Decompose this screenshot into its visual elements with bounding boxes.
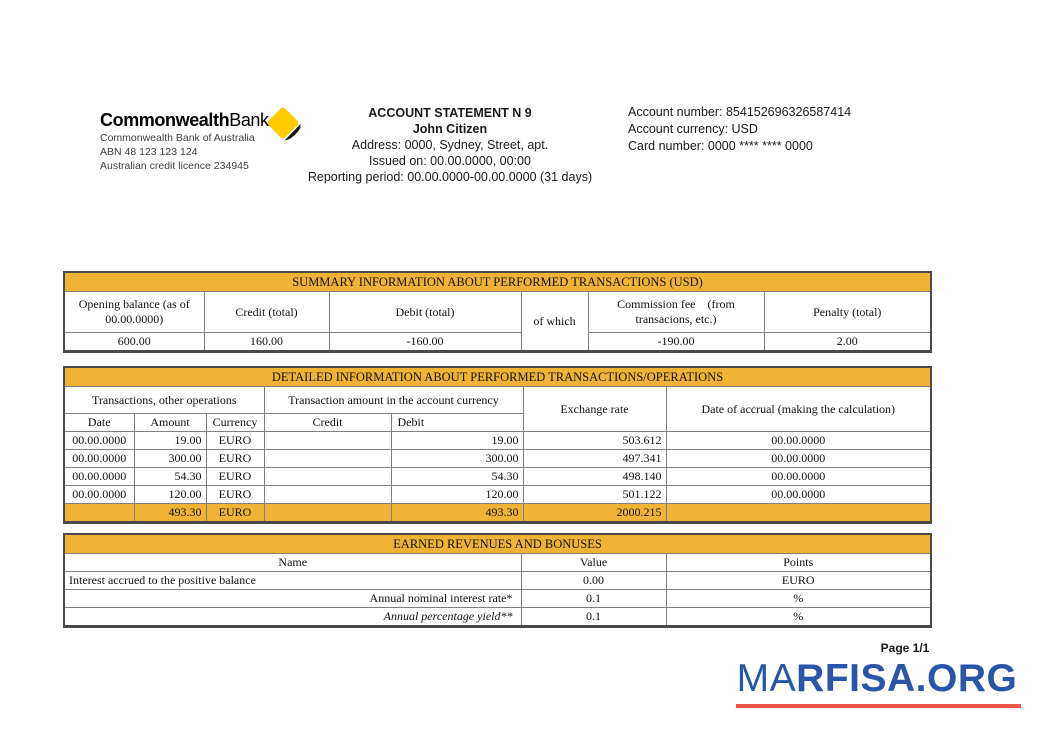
cell-credit — [264, 450, 391, 468]
cell-credit — [264, 486, 391, 504]
statement-header — [280, 105, 620, 185]
cell-currency: EURO — [206, 450, 264, 468]
detailed-col-accrual-date: Date of accrual (making the calculation) — [666, 387, 931, 432]
summary-commission-value: -190.00 — [588, 333, 764, 352]
cell-credit — [264, 432, 391, 450]
cell-date: 00.00.0000 — [64, 432, 134, 450]
account-currency: Account currency: USD — [628, 122, 758, 136]
summary-debit-value: -160.00 — [329, 333, 521, 352]
summary-col-of-which: of which — [521, 292, 588, 352]
cell-accrual-date: 00.00.0000 — [666, 486, 931, 504]
summary-col-commission: Commission fee (from transacions, etc.) — [588, 292, 764, 333]
revenues-table-title: EARNED REVENUES AND BONUSES — [64, 534, 931, 554]
detailed-sub-debit: Debit — [391, 414, 523, 432]
bank-wordmark-regular: Bank — [229, 110, 269, 130]
cell-date: 00.00.0000 — [64, 450, 134, 468]
account-number: Account number: 854152696326587414 — [628, 105, 852, 119]
transaction-row — [64, 450, 931, 468]
detailed-group-amount: Transaction amount in the account currency — [264, 387, 523, 414]
cell-debit: 54.30 — [391, 468, 523, 486]
revenue-points: EURO — [666, 572, 931, 590]
summary-table-title: SUMMARY INFORMATION ABOUT PERFORMED TRANSACTIONS (USD) — [64, 272, 931, 292]
revenue-value: 0.1 — [521, 608, 666, 627]
page-number: Page 1/1 — [880, 641, 930, 655]
revenue-points: % — [666, 608, 931, 627]
marfisa-logo-bold: RFISA.ORG — [796, 657, 1018, 700]
transaction-row — [64, 432, 931, 450]
revenues-table — [63, 533, 932, 628]
cell-currency: EURO — [206, 432, 264, 450]
total-empty-credit — [264, 504, 391, 523]
detailed-table-title: DETAILED INFORMATION ABOUT PERFORMED TRANSACTIONS/OPERATIONS — [64, 367, 931, 387]
cell-exchange-rate: 503.612 — [523, 432, 666, 450]
revenue-value: 0.00 — [521, 572, 666, 590]
total-currency: EURO — [206, 504, 264, 523]
revenue-row — [64, 608, 931, 627]
detailed-group-transactions: Transactions, other operations — [64, 387, 264, 414]
account-info — [628, 104, 851, 155]
total-empty-date — [64, 504, 134, 523]
revenues-col-points: Points — [666, 554, 931, 572]
bank-logo — [100, 111, 269, 172]
summary-penalty-value: 2.00 — [764, 333, 931, 352]
summary-opening-value: 600.00 — [64, 333, 204, 352]
account-holder-name: John Citizen — [412, 122, 488, 136]
bank-wordmark — [100, 111, 269, 130]
summary-col-debit: Debit (total) — [329, 292, 521, 333]
totals-row — [64, 504, 931, 523]
cell-accrual-date: 00.00.0000 — [666, 450, 931, 468]
summary-col-opening: Opening balance (as of 00.00.0000) — [64, 292, 204, 333]
total-empty-accrual — [666, 504, 931, 523]
marfisa-logo — [731, 656, 1023, 702]
bank-subline-1: Commonwealth Bank of Australia — [100, 132, 255, 144]
revenue-points: % — [666, 590, 931, 608]
cell-exchange-rate: 498.140 — [523, 468, 666, 486]
cell-amount: 54.30 — [134, 468, 206, 486]
transaction-row — [64, 468, 931, 486]
cell-date: 00.00.0000 — [64, 468, 134, 486]
cell-amount: 300.00 — [134, 450, 206, 468]
cell-amount: 120.00 — [134, 486, 206, 504]
holder-address: Address: 0000, Sydney, Street, apt. — [351, 138, 549, 152]
cell-accrual-date: 00.00.0000 — [666, 432, 931, 450]
revenue-value: 0.1 — [521, 590, 666, 608]
cell-currency: EURO — [206, 486, 264, 504]
summary-col-credit: Credit (total) — [204, 292, 329, 333]
bank-subline-3: Australian credit licence 234945 — [100, 160, 249, 172]
bank-subline-2: ABN 48 123 123 124 — [100, 146, 198, 158]
cell-currency: EURO — [206, 468, 264, 486]
cell-credit — [264, 468, 391, 486]
revenues-col-value: Value — [521, 554, 666, 572]
summary-table — [63, 271, 932, 353]
detailed-sub-date: Date — [64, 414, 134, 432]
total-debit: 493.30 — [391, 504, 523, 523]
summary-col-penalty: Penalty (total) — [764, 292, 931, 333]
detailed-sub-credit: Credit — [264, 414, 391, 432]
cell-accrual-date: 00.00.0000 — [666, 468, 931, 486]
reporting-period: Reporting period: 00.00.0000-00.00.0000 (31 days) — [307, 170, 593, 184]
detailed-table — [63, 366, 932, 524]
marfisa-logo-light: MA — [736, 657, 797, 700]
cell-exchange-rate: 501.122 — [523, 486, 666, 504]
issued-on: Issued on: 00.00.0000, 00:00 — [369, 154, 531, 168]
detailed-sub-currency: Currency — [206, 414, 264, 432]
revenue-name: Annual nominal interest rate* — [64, 590, 521, 608]
revenue-name: Interest accrued to the positive balance — [64, 572, 521, 590]
cell-debit: 120.00 — [391, 486, 523, 504]
cell-exchange-rate: 497.341 — [523, 450, 666, 468]
revenue-name: Annual percentage yield** — [64, 608, 521, 627]
revenue-row — [64, 572, 931, 590]
revenue-row — [64, 590, 931, 608]
card-number: Card number: 0000 **** **** 0000 — [628, 139, 813, 153]
summary-credit-value: 160.00 — [204, 333, 329, 352]
detailed-col-exchange-rate: Exchange rate — [523, 387, 666, 432]
statement-title: ACCOUNT STATEMENT N 9 — [368, 106, 532, 120]
cell-date: 00.00.0000 — [64, 486, 134, 504]
bank-wordmark-bold: Commonwealth — [100, 110, 230, 130]
marfisa-underline — [736, 704, 1021, 708]
cell-debit: 300.00 — [391, 450, 523, 468]
cell-amount: 19.00 — [134, 432, 206, 450]
total-amount: 493.30 — [134, 504, 206, 523]
revenues-col-name: Name — [64, 554, 521, 572]
transaction-row — [64, 486, 931, 504]
total-exchange-rate: 2000.215 — [523, 504, 666, 523]
detailed-sub-amount: Amount — [134, 414, 206, 432]
cell-debit: 19.00 — [391, 432, 523, 450]
